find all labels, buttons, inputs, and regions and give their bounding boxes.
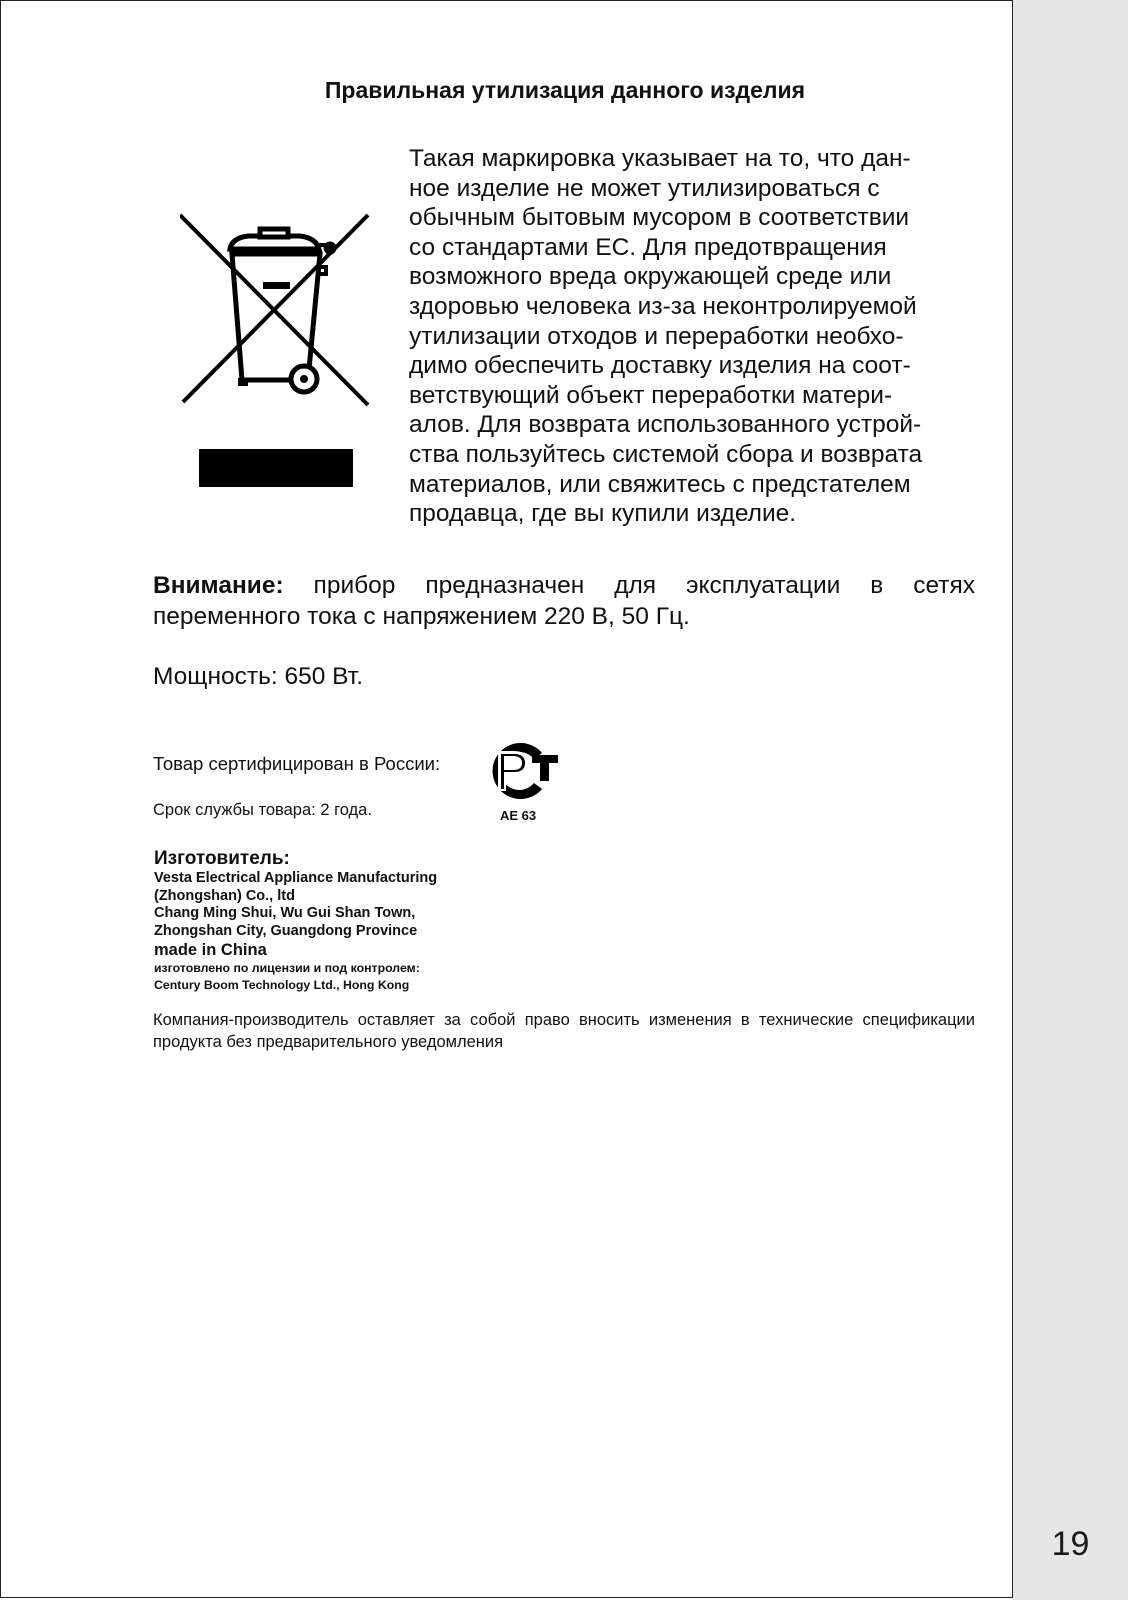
manufacturer-line: Zhongshan City, Guangdong Province — [154, 922, 418, 939]
rst-certification-mark — [484, 741, 560, 801]
manufacturer-heading: Изготовитель: — [154, 848, 290, 869]
warning-label: Внимание: — [153, 572, 284, 599]
disposal-line: Такая маркировка указывает на то, что дан- — [409, 145, 911, 172]
page-side-strip — [1013, 0, 1128, 1600]
disposal-line: ства пользуйтесь системой сбора и возврата — [409, 440, 923, 468]
page-title: Правильная утилизация данного изделия — [324, 77, 806, 103]
license-line: Century Boom Technology Ltd., Hong Kong — [154, 977, 410, 992]
manufacturer-line: (Zhongshan) Co., ltd — [154, 887, 295, 904]
disposal-line: алов. Для возврата использованного устрой- — [409, 411, 922, 439]
warning-text: прибор предназначен для эксплуатации в сетях переменного тока с напряжением 220 В, 50 Гц. — [153, 572, 975, 630]
disposal-line: со стандартами ЕС. Для предотвращения — [409, 233, 887, 261]
disposal-line: возможного вреда окружающей среде или — [409, 263, 892, 291]
crossed-out-wheelie-bin-icon — [180, 212, 370, 502]
disposal-line: утилизации отходов и переработки необхо- — [409, 322, 904, 350]
manufacturer-block — [154, 848, 654, 993]
disposal-paragraph — [409, 144, 984, 529]
manufacturer-line: Vesta Electrical Appliance Manufacturing — [154, 870, 438, 886]
page-number: 19 — [1051, 1525, 1090, 1563]
disposal-line: материалов, или свяжитесь с предстателем — [409, 470, 911, 498]
disposal-line: здоровью человека из-за неконтролируемой — [409, 292, 917, 320]
voltage-warning — [153, 570, 975, 632]
disposal-line: ветствующий объект переработки матери- — [409, 381, 893, 409]
disclaimer-text: Компания-производитель оставляет за собой право вносить изменения в технические спецификации продукта без предварительного уведомления — [153, 1011, 975, 1051]
certification-text: Товар сертифицирован в России: — [153, 753, 441, 774]
made-in-label: made in China — [154, 941, 267, 959]
disposal-line: продавца, где вы купили изделие. — [409, 500, 797, 528]
manufacturer-line: Chang Ming Shui, Wu Gui Shan Town, — [154, 905, 416, 921]
license-line: изготовлено по лицензии и под контролем: — [154, 961, 420, 975]
service-life-text: Срок службы товара: 2 года. — [153, 801, 372, 819]
disposal-line: ное изделие не может утилизироваться с — [409, 174, 880, 202]
disposal-line: обычным бытовым мусором в соответствии — [409, 204, 910, 232]
rst-mark-code: AE 63 — [500, 808, 537, 823]
disposal-line: димо обеспечить доставку изделия на соот- — [409, 352, 911, 380]
power-rating: Мощность: 650 Вт. — [153, 663, 363, 690]
